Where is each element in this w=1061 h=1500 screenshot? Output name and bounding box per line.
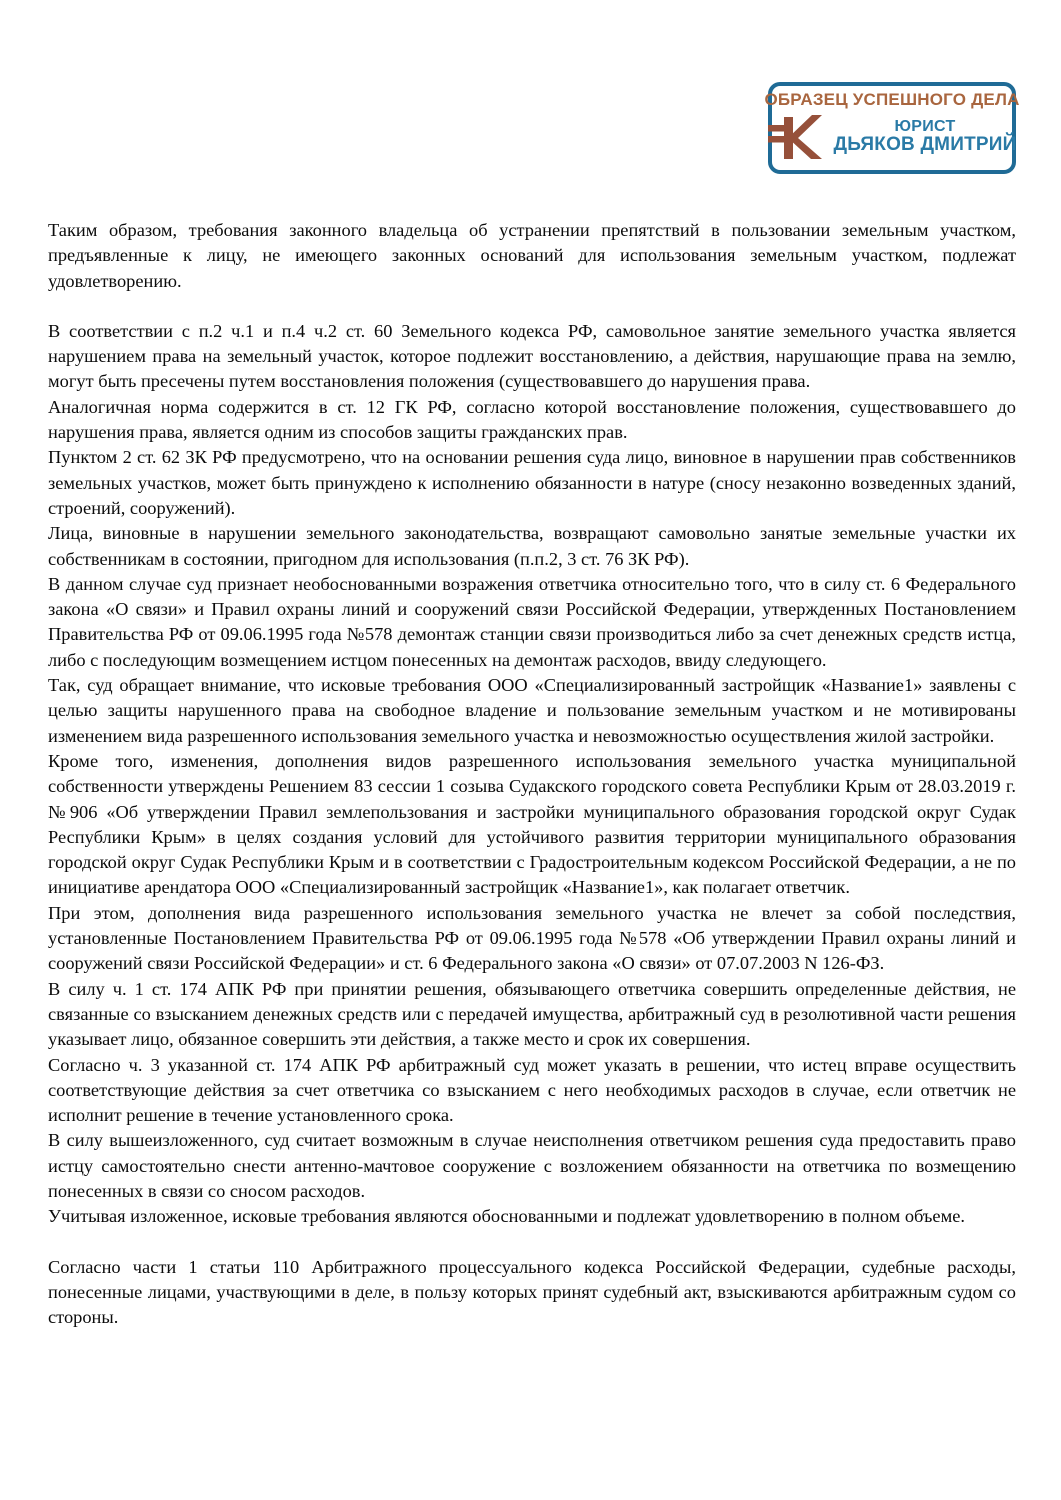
badge-name-block [834,118,1017,156]
paragraph: В соответствии с п.2 ч.1 и п.4 ч.2 ст. 60 Земельного кодекса РФ, самовольное занятие земельного участка является нарушением права на земельный участок, которое подлежит восстановлению, а действия, нарушающие права на землю, могут быть пресечены путем восстановления положения (существовавшего до нарушения права. [48,320,1016,392]
badge-role: ЮРИСТ [894,117,956,135]
paragraph: Согласно ч. 3 указанной ст. 174 АПК РФ арбитражный суд может указать в решении, что истец вправе осуществить соответствующие действия за счет ответчика со взысканием с него необходимых расходов в случае, если ответчик не исполнит решение в течение установленного срока. [48,1054,1016,1126]
paragraph-spacer [48,294,1016,319]
paragraph: Кроме того, изменения, дополнения видов разрешенного использования земельного участка муниципальной собственности утверждены Решением 83 сессии 1 созыва Судакского городского совета Республики Крым от 28.03.2019 г. №906 «Об утверждении Правил землепользования и застройки муниципального образования городской округ Судак Республики Крым» в целях создания условий для устойчивого развития территории муниципального образования городской округ Судак Республики Крым и в соответствии с Градостроительным кодексом Российской Федерации, а не по инициативе арендатора ООО «Специализированный застройщик «Название1», как полагает ответчик. [48,750,1016,898]
paragraph: Таким образом, требования законного владельца об устранении препятствий в пользовании земельным участком, предъявленные к лицу, не имеющего законных оснований для использования земельным участком, подлежат удовлетворению. [48,220,1016,291]
paragraph: Аналогичная норма содержится в ст. 12 ГК РФ, согласно которой восстановление положения, существовавшего до нарушения права, является одним из способов защиты гражданских прав. [48,396,1016,443]
paragraph: В силу ч. 1 ст. 174 АПК РФ при принятии решения, обязывающего ответчика совершить определенные действия, не связанные со взысканием денежных средств или с передачей имущества, арбитражный суд в резолютивной части решения указывает лицо, обязанное совершить эти действия, а также место и срок их совершения. [48,978,1016,1050]
k-monogram-icon [768,113,830,161]
badge-person-name: ДЬЯКОВ ДМИТРИЙ [833,134,1017,156]
paragraph: Пунктом 2 ст. 62 ЗК РФ предусмотрено, что на основании решения суда лицо, виновное в нарушении прав собственников земельных участков, может быть принуждено к исполнению обязанности в натуре (сносу незаконно возведенных зданий, строений, сооружений). [48,447,1016,518]
paragraph: Лица, виновные в нарушении земельного законодательства, возвращают самовольно занятые земельные участки их собственникам в состоянии, пригодном для использования (п.п.2, 3 ст. 76 ЗК РФ). [48,523,1016,569]
logo-badge [764,82,1020,174]
badge-headline: ОБРАЗЕЦ УСПЕШНОГО ДЕЛА [764,90,1020,109]
paragraph: В данном случае суд признает необоснованными возражения ответчика относительно того, что в силу ст. 6 Федерального закона «О связи» и Правил охраны линий и сооружений связи Российской Федерации, утвержденных Постановлением Правительства РФ от 09.06.1995 года №578 демонтаж станции связи производиться либо за счет денежных средств истца, либо с последующим возмещением истцом понесенных на демонтаж расходов, ввиду следующего. [48,573,1016,670]
document-text-body [48,218,1016,1330]
paragraph: Учитывая изложенное, исковые требования являются обоснованными и подлежат удовлетворению в полном объеме. [48,1206,965,1227]
badge-body [772,113,1017,161]
paragraph: В силу вышеизложенного, суд считает возможным в случае неисполнения ответчиком решения суда предоставить право истцу самостоятельно снести антенно-мачтовое сооружение с возложением обязанности на ответчика по возмещению понесенных в связи со сносом расходов. [48,1130,1016,1201]
paragraph: Согласно части 1 статьи 110 Арбитражного процессуального кодекса Российской Федерации, судебные расходы, понесенные лицами, участвующими в деле, в пользу которых принят судебный акт, взыскиваются арбитражным судом со стороны. [48,1256,1016,1328]
paragraph: Так, суд обращает внимание, что исковые требования ООО «Специализированный застройщик «Название1» заявлены с целью защиты нарушенного права на свободное владение и пользование земельным участком и не мотивированы изменением вида разрешенного использования земельного участка и невозможностью осуществления жилой застройки. [48,675,1016,746]
paragraph: При этом, дополнения вида разрешенного использования земельного участка не влечет за собой последствия, установленные Постановлением Правительства РФ от 09.06.1995 года №578 «Об утверждении Правил охраны линий и сооружений связи Российской Федерации» и ст. 6 Федерального закона «О связи» от 07.07.2003 N 126-ФЗ. [48,902,1016,974]
paragraph-spacer [48,1230,1016,1255]
